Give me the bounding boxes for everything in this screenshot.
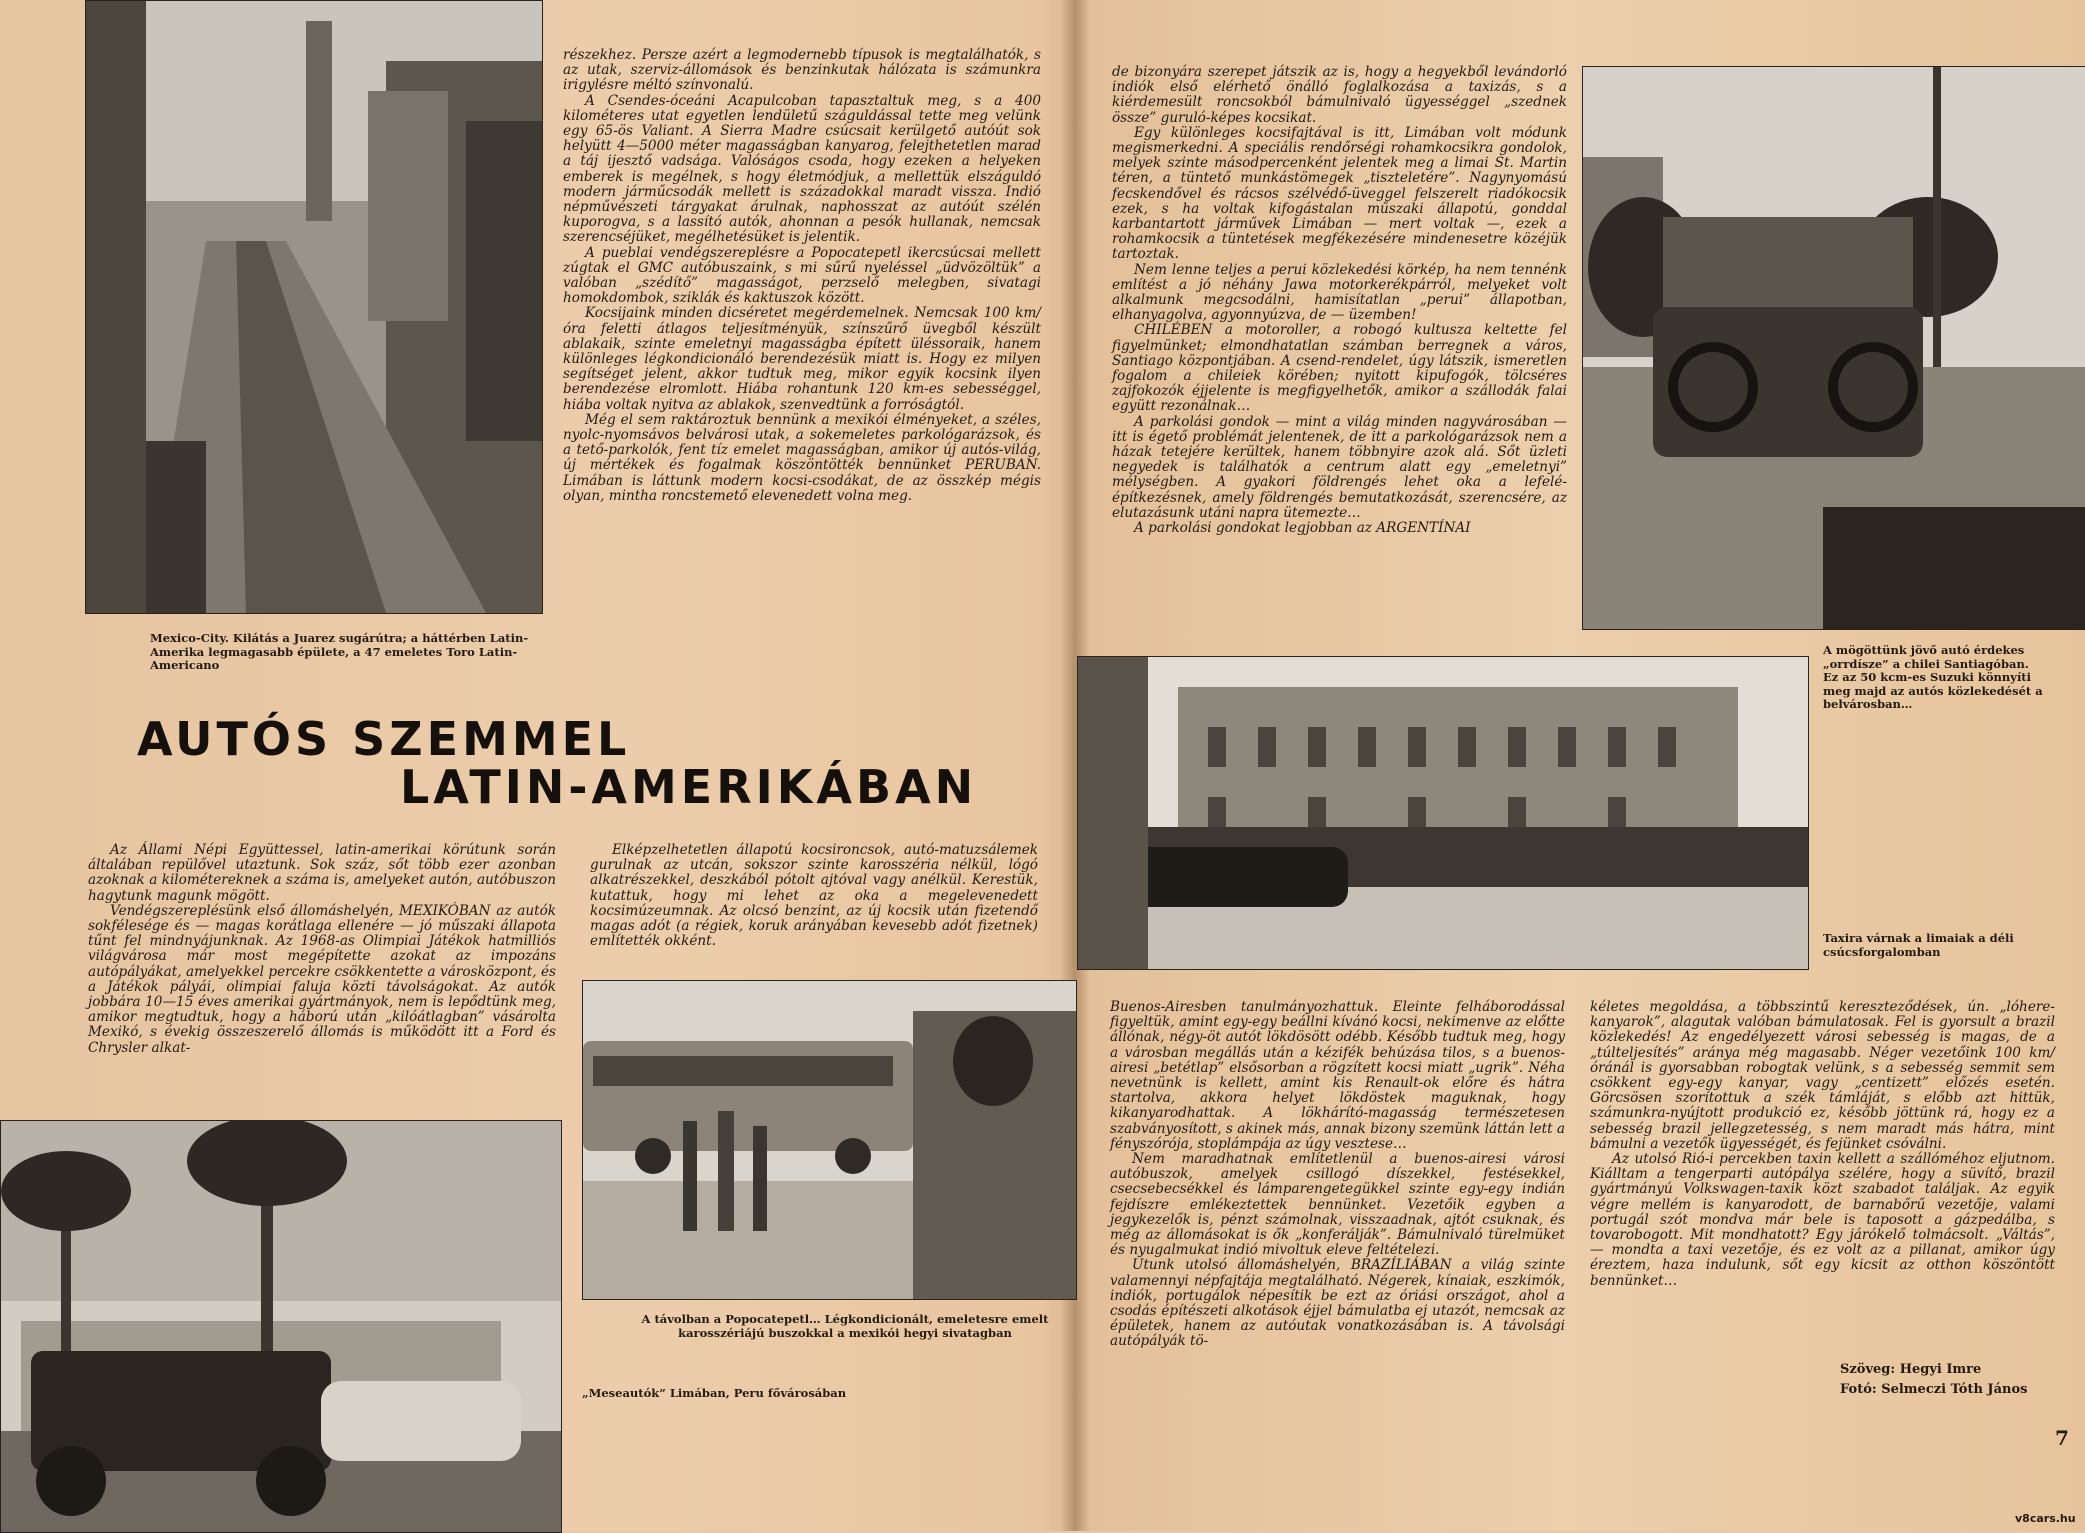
paragraph: Elképzelhetetlen állapotú kocsironcsok, autó-matuzsálemek gurulnak az utcán, sokszor szinte karosszéria nélkül, lógó alkatrészekkel, deszkából pótolt ajtóval vagy anélkül. Kerestük, kutattuk, hogy mi lehet az oka a megelevenedett kocsimúzeumnak. Az olcsó benzint, az új kocsik után fizetendő magas adót (a régiek, koruk arányában kevesebb adót fizetnek) említették okként.: [590, 842, 1038, 950]
text-column-6: [1590, 1000, 2055, 1289]
paragraph: A Csendes-óceáni Acapulcoban tapasztaltuk meg, s a 400 kilométeres utat egyetlen lendületű száguldással tette meg velünk egy 65-ös Valiant. A Sierra Madre csúcsait kerülgető autóút sok helyütt 4—5000 méter magasságban kanyarog, felejthetetlen marad a táj ijesztő vadsága. Valóságos csoda, hogy ezeken a helyeken emberek is megélnek, s hogy életmódjuk, a mellettük elszáguldó modern járműcsodák mellett is századokkal maradt vissza. Indió népművészeti tárgyakat árulnak, naphosszat az autóút szélén kuporogva, s a lassító autók, ahonnan a pesók hullanak, nemcsak szerencséjüket, megélhetésüket is jelentik.: [563, 92, 1041, 246]
paragraph: Vendégszereplésünk első állomáshelyén, MEXIKÓBAN az autók sokfélesége és — magas korátlaga ellenére — jó műszaki állapota tűnt fel mindnyájunknak. Az 1968-as Olimpiai Játékok hatmilliós világvárosa már most megépítette azokat az impozáns autópályákat, amelyekkel percekre csökkentette a városközpont, és a Játékok pályái, olimpiai faluja közti távolságokat. Az autók jobbára 10—15 éves amerikai gyártmányok, nem is lepődtünk meg, amikor megtudtuk, hogy a háború után „kilóátlagban” vásárolta Mexikó, s évekig összeszerelő állomás is működött itt a Ford és Chrysler alkat-: [88, 902, 556, 1056]
text-column-4: [1112, 65, 1567, 536]
paragraph: Még el sem raktároztuk bennünk a mexikói élményeket, a széles, nyolc-nyomsávos belvárosi utak, a sokemeletes parkológarázsok, és a tető-parkolók, fent tíz emelet magasságban, amikor új autós-világ, új mértékek és fogalmak köszöntötték bennünket PERUBAN. Limában is láttunk modern kocsi-csodákat, de az összkép mégis olyan, mintha roncstemető elevenedett volna meg.: [563, 411, 1041, 504]
photo-santiago-suzuki: [1582, 66, 2085, 630]
paragraph: részekhez. Persze azért a legmodernebb típusok is megtalálhatók, s az utak, szerviz-állomások és benzinkutak hálózata is számunkra irigylésre méltó színvonalú.: [563, 47, 1041, 94]
article-title-line-2: LATIN-AMERIKÁBAN: [400, 760, 978, 814]
paragraph: A parkolási gondokat legjobban az ARGENTÍNAI: [1134, 520, 1471, 537]
credits: [1840, 1360, 2027, 1400]
paragraph: Az Állami Népi Együttessel, latin-amerikai körútunk során általában repülővel utaztunk. Sok száz, sőt több ezer azonban azoknak a kilométereknek a száma is, amelyeket autón, autóbuszon hagytunk magunk mögött.: [88, 842, 556, 904]
text-column-2: [88, 843, 556, 1056]
paragraph: kéletes megoldása, a többszintű kereszteződések, ún. „lóhere-kanyarok”, alagutak valóban bámulatosak. Fel is gyorsult a brazil közlekedés! Az engedélyezett városi sebesség is magas, de a „túlteljesítés” aránya még magasabb. Néger vezetőink 100 km/óránál is gyorsabban robogtak velünk, s a sebesség semmit sem csökkent egy-egy kanyar, vagy „centizett” előzés esetén. Görcsösen szorítottuk a szék támláját, s előbb azt hittük, számunkra-nyújtott produkció ez, később jöttünk rá, hogy ez a sebesség brazil jellegzetesség, s nem maradt más hátra, mint bámulni a vezetők ügyességét, és fejünket csóválni.: [1590, 999, 2055, 1152]
article-title-line-1: AUTÓS SZEMMEL: [137, 712, 631, 766]
caption-santiago: A mögöttünk jövő autó érdekes „orrdísze” a chilei Santiagóban. Ez az 50 kcm-es Suzuki könnyíti meg majd az autós közlekedését a belvárosban…: [1823, 643, 2043, 711]
paragraph: de bizonyára szerepet játszik az is, hogy a hegyekből levándorló indiók első elérhető önálló foglalkozása a taxizás, s a kiérdemesült roncsokból bámulnivaló ügyességgel „szednek össze” guruló-képes kocsikat.: [1112, 64, 1567, 126]
text-column-1: [563, 48, 1041, 504]
photo-lima-old-cars: [0, 1120, 562, 1533]
credit-text-author: Hegyi Imre: [1899, 1362, 1982, 1377]
credit-text-label: Szöveg:: [1840, 1362, 1896, 1377]
caption-popocatepetl: A távolban a Popocatepetl… Légkondicionált, emeletesre emelt karosszériájú buszokkal a mexikói hegyi sivatagban: [641, 1312, 1049, 1340]
credit-photo-label: Fotó:: [1840, 1382, 1877, 1397]
credit-photo-line: [1840, 1380, 2027, 1400]
paragraph: Kocsijaink minden dicséretet megérdemelnek. Nemcsak 100 km/óra feletti átlagos teljesítményük, színszűrő üvegből készült ablakaik, szinte emeletnyi magasságba épített üléssoraik, hanem különleges légkondicionáló berendezésük miatt is. Hogy ez milyen segítséget jelent, akkor tudtuk meg, mikor egyik kocsink ilyen berendezése elromlott. Hiába rohantunk 120 km-es sebességgel, hiába voltak nyitva az ablakok, szenvedtünk a forróságtól.: [563, 305, 1041, 413]
credit-text-line: [1840, 1360, 2027, 1380]
paragraph: A pueblai vendégszereplésre a Popocatepetl ikercsúcsai mellett zúgtak el GMC autóbuszaink, s mi sűrű nyeléssel „üdvözöltük” a valóban „szédítő” magasságot, perzselő melegben, sivatagi homokdombok, sziklák és kaktuszok között.: [563, 244, 1041, 307]
text-column-3: [590, 843, 1038, 949]
caption-lima-old-cars: „Meseautók” Limában, Peru fővárosában: [582, 1386, 847, 1400]
paragraph: Az utolsó Rió-i percekben taxin kellett a szállóméhoz eljutnom. Kiálltam a tengerparti autópálya szélére, hogy a süvítő, brazil gyártmányú Volkswagen-taxik közt szabadot találjak. Az egyik végre mellém is kanyarodott, de barnabőrű vezetője, valami portugál szót mondva már bele is taposott a gázpedálba, s tovarobogott. Mit mondhatott? Egy járókelő tolmácsolt. „Váltás”, — mondta a taxi vezetője, és ez volt az a pillanat, amikor úgy éreztem, haza indulunk, sőt egy kicsit az otthon köszöntött bennünket…: [1590, 1151, 2055, 1289]
paragraph: Nem maradhatnak említetlenül a buenos-airesi városi autóbuszok, amelyek csillogó díszekkel, festésekkel, csecsebecsékkel és lámparengetegükkel szinte egy-egy indián fejdíszre emlékeztettek bennünket. Vezetőik egyben a jegykezelők is, pénzt számolnak, visszaadnak, ajtót csuknak, és még az állomásokat is ők „konferálják”. Bámulnivaló türelmüket és nyugalmukat indió mivoltuk eleve feltételezi.: [1110, 1151, 1565, 1259]
photo-lima-square-taxi: [1077, 656, 1809, 970]
text-column-5: [1110, 1000, 1565, 1350]
paragraph: Buenos-Airesben tanulmányozhattuk. Eleinte felháborodással figyeltük, amint egy-egy beállni kívánó kocsi, nekimenve az előtte állónak, négy-öt autót lökdösött odébb. Később tudtuk meg, hogy a városban megállás után a kézifék behúzása tilos, s a buenos-airesi „betétlap” elsősorban a rögzített kocsi miatt „ugrik”. Néha nevetnünk is kellett, amint kis Renault-ok előre és hátra startolva, akkora helyet lökdöstek maguknak, hogy kikanyarodhattak. A lökhárító-magasság természetesen szabványosított, s akinek más, annak bizony szemünk láttán lett a fényszórója, stoplámpája az úgy vesztese…: [1110, 999, 1565, 1152]
paragraph: Egy különleges kocsifajtával is itt, Limában volt módunk megismerkedni. A speciális rendőrségi rohamkocsikra gondolok, melyek szinte másodpercenként jelentek meg a limai St. Martin téren, a tüntető munkástömegek „tiszteletére”. Nagynyomású fecskendővel és rácsos szélvédő-üveggel felszerelt riadókocsik ezek, s ha voltak kifogástalan műszaki állapotú, gonddal karbantartott járművek Limában — mert voltak —, ezek a rohamkocsik a tüntetések megfékezésére mindenesetre közéjük tartoztak.: [1112, 124, 1567, 263]
site-watermark: v8cars.hu: [2015, 1512, 2076, 1525]
caption-lima-taxi: Taxira várnak a limaiak a déli csúcsforgalomban: [1823, 931, 2014, 959]
page-number: 7: [2055, 1426, 2069, 1450]
credit-photo-author: Selmeczi Tóth János: [1881, 1382, 2028, 1397]
paragraph: Utunk utolsó állomáshelyén, BRAZÍLIÁBAN a világ szinte valamennyi népfajtája megtalálható. Négerek, kínaiak, eszkimók, indiók, portugálok népesítik be ezt az óriási országot, ahol a csodás építészeti alkotások éjjel bámulatba ej utazót, nemcsak az épületek, hanem az autóutak vonatkozásában is. A távolsági autópályák tö-: [1110, 1257, 1565, 1350]
paragraph: Nem lenne teljes a perui közlekedési körkép, ha nem tennénk említést a jó néhány Jawa motorkerékpárról, melyeket volt alkalmunk megcsodálni, hamisítatlan „perui” állapotban, elhanyagolva, agyonnyúzva, de — üzemben!: [1112, 261, 1567, 324]
paragraph: CHILÉBEN a motoroller, a robogó kultusza keltette fel figyelmünket; elmondhatatlan számban berregnek a város, Santiago központjában. A csend-rendelet, úgy látszik, ismeretlen fogalom a chileiek körében; nyitott kipufogók, tölcséres zajfokozók éjjelente is megfigyelhetők, amikor a szállodák falai együtt rezonálnak…: [1112, 322, 1567, 415]
caption-mexico-city: Mexico-City. Kilátás a Juarez sugárútra; a háttérben Latin-Amerika legmagasabb épülete, a 47 emeletes Toro Latin-Americano: [150, 631, 529, 672]
paragraph: A parkolási gondok — mint a világ minden nagyvárosában — itt is égető problémát jelentenek, de itt a parkológarázsok nem a házak tetejére kerültek, hanem többnyire azok alá. Sőt üzleti negyedek is találhatók a centrum alatt egy „emeletnyi” mélységben. A gyakori földrengés lehet oka a lefelé-építkezésnek, amely földrengés bemutatkozását, szerencsére, az elutazásunk utáni napra ütemezte…: [1112, 413, 1567, 521]
photo-popocatepetl-bus: [582, 980, 1077, 1300]
photo-mexico-city: [85, 0, 543, 614]
